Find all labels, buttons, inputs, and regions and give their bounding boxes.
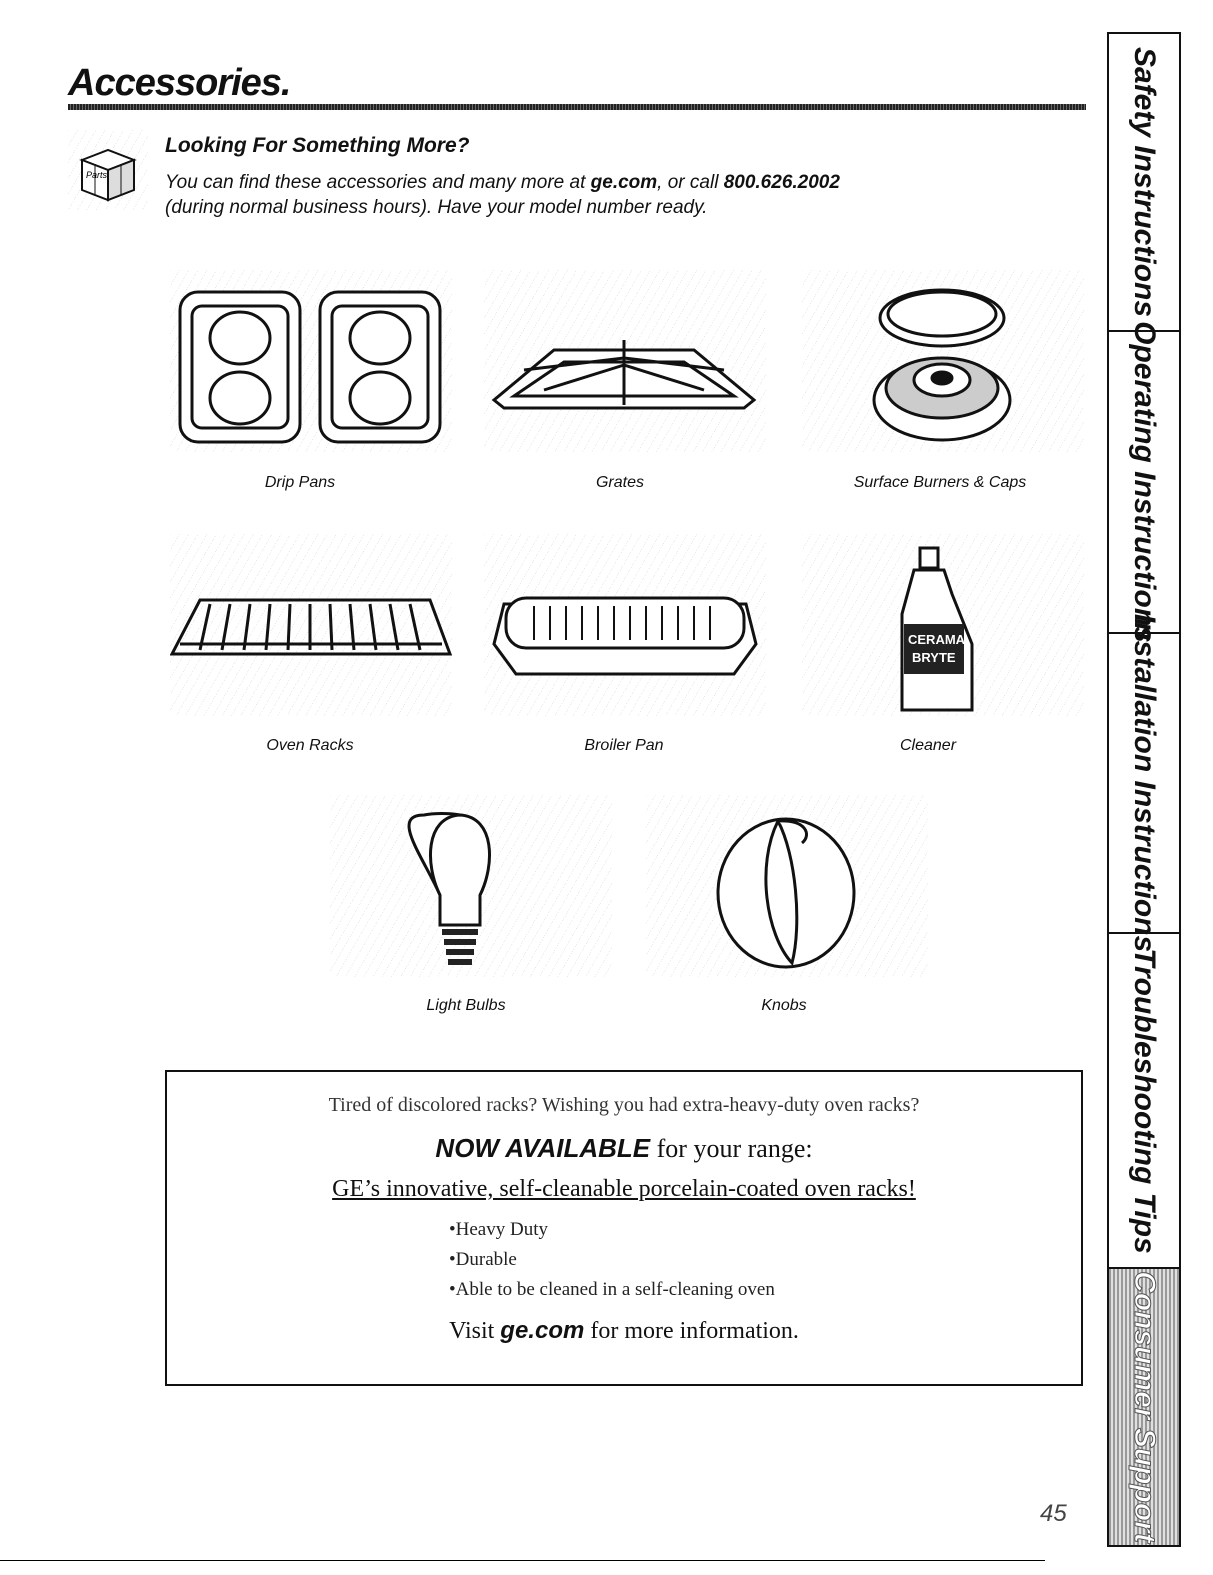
promo-now-available: NOW AVAILABLE for your range: — [435, 1133, 813, 1163]
light-bulbs-image — [330, 795, 612, 977]
page-number: 45 — [1040, 1500, 1067, 1527]
section-tabs — [1107, 32, 1181, 1547]
oven-racks-image — [170, 534, 452, 716]
accessory-label: Oven Racks — [266, 737, 354, 754]
phone-number: 800.626.2002 — [723, 172, 840, 193]
accessory-label: Grates — [595, 474, 644, 491]
accessory-label: Surface Burners & Caps — [853, 474, 1027, 491]
tab-installation-instructions[interactable]: Installation Instructions — [1109, 634, 1179, 934]
parts-icon-label: Parts — [86, 170, 108, 180]
tab-safety-instructions[interactable]: Safety Instructions — [1109, 34, 1179, 332]
page-title: Accessories. — [68, 62, 291, 104]
intro-heading: Looking For Something More? — [165, 134, 470, 157]
surface-burners-image — [802, 270, 1084, 452]
bottle-brand-line2: BRYTE — [912, 650, 956, 665]
now-available-label: NOW AVAILABLE — [435, 1133, 651, 1163]
bottle-brand-line1: CERAMA — [908, 632, 966, 647]
accessory-label: Light Bulbs — [426, 997, 506, 1014]
cleaner-image — [802, 534, 1084, 716]
promo-bullet: • Able to be cleaned in a self-cleaning oven — [449, 1275, 1081, 1305]
accessory-label: Knobs — [761, 997, 807, 1014]
accessory-label: Cleaner — [899, 737, 957, 754]
broiler-pan-image — [484, 534, 766, 716]
grates-image — [484, 270, 766, 452]
promo-box — [165, 1070, 1083, 1386]
accessory-label: Drip Pans — [264, 474, 336, 491]
drip-pans-image — [170, 270, 452, 452]
promo-bullet: • Heavy Duty — [449, 1215, 1081, 1245]
parts-box-icon — [68, 130, 148, 210]
knobs-image — [646, 795, 928, 977]
accessory-label: Broiler Pan — [584, 737, 664, 754]
intro-text: You can find these accessories and many more at ge.com, or call 800.626.2002 (during normal business hours). Have your model number ready. — [165, 172, 840, 218]
tab-consumer-support[interactable]: Consumer Support — [1109, 1269, 1179, 1545]
website-link[interactable]: ge.com — [590, 172, 658, 193]
promo-question: Tired of discolored racks? Wishing you had extra-heavy-duty oven racks? — [328, 1094, 920, 1116]
title-rule — [68, 104, 1086, 110]
promo-visit: Visit ge.com for more information. — [449, 1317, 799, 1344]
tab-troubleshooting-tips[interactable]: Troubleshooting Tips — [1109, 934, 1179, 1269]
promo-headline: GE’s innovative, self-cleanable porcelain-coated oven racks! — [332, 1176, 916, 1202]
promo-bullet: • Durable — [449, 1245, 1081, 1275]
tab-operating-instructions[interactable]: Operating Instructions — [1109, 332, 1179, 634]
promo-bullet-list — [449, 1215, 1081, 1305]
bottom-rule — [0, 1560, 1045, 1561]
promo-website-link[interactable]: ge.com — [500, 1317, 585, 1344]
